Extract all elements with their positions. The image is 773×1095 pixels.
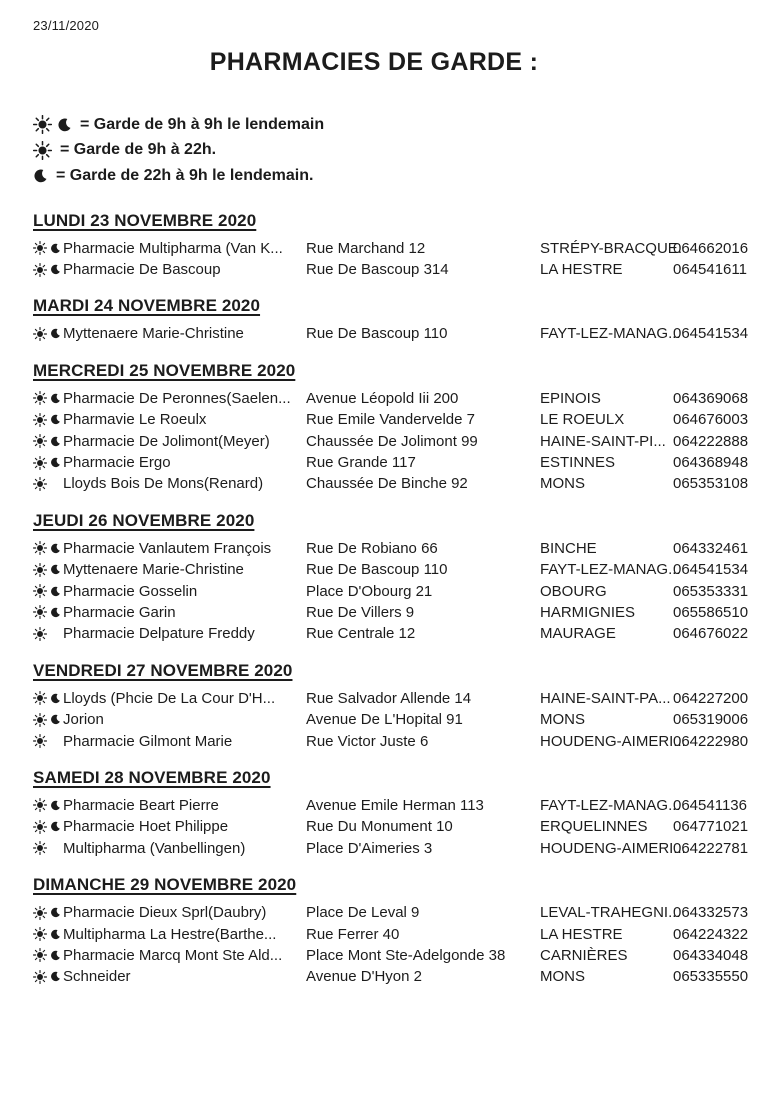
pharmacy-city: LE ROEULX (540, 411, 625, 429)
legend-label: = Garde de 22h à 9h le lendemain. (56, 166, 314, 184)
pharmacy-phone: 064676022 (673, 625, 749, 643)
sun-icon (33, 141, 52, 160)
pharmacy-address: Avenue Emile Herman 113 (306, 796, 484, 814)
pharmacy-address: Rue De Bascoup 110 (306, 561, 448, 579)
pharmacy-address: Rue Centrale 12 (306, 625, 416, 643)
moon-icon (50, 242, 61, 255)
moon-icon (50, 542, 61, 555)
guard-icons (33, 820, 63, 834)
legend-row (33, 163, 745, 189)
sun-icon (33, 627, 47, 641)
legend (33, 112, 745, 189)
guard-icons (33, 263, 63, 277)
pharmacy-phone: 065353331 (673, 582, 749, 600)
guard-icons (33, 391, 63, 405)
pharmacy-row (33, 816, 749, 837)
pharmacy-address: Rue De Robiano 66 (306, 539, 438, 557)
sun-icon (33, 734, 47, 748)
guard-icons (33, 327, 63, 341)
guard-icons (33, 584, 63, 598)
pharmacy-row (33, 902, 749, 923)
sun-icon (33, 584, 47, 598)
guard-icons (33, 841, 63, 855)
legend-icons (33, 115, 72, 134)
pharmacy-row (33, 559, 749, 580)
pharmacy-address: Rue Grande 117 (306, 454, 416, 472)
pharmacy-phone: 064676003 (673, 411, 749, 429)
sections-container (33, 210, 749, 988)
pharmacy-city: HAINE-SAINT-PI... (540, 432, 666, 450)
day-header: MARDI 24 NOVEMBRE 2020 (33, 296, 261, 316)
sun-icon (33, 906, 47, 920)
moon-icon (50, 799, 61, 812)
pharmacy-phone: 065586510 (673, 603, 749, 621)
pharmacy-row (33, 945, 749, 966)
day-section (33, 767, 749, 859)
day-header: MERCREDI 25 NOVEMBRE 2020 (33, 360, 296, 380)
pharmacy-city: LA HESTRE (540, 925, 623, 943)
pharmacy-city: FAYT-LEZ-MANAG... (540, 325, 681, 343)
pharmacy-row (33, 430, 749, 451)
day-rows (33, 323, 749, 344)
pharmacy-city: ESTINNES (540, 454, 616, 472)
guard-icons (33, 734, 63, 748)
pharmacy-name: Pharmacie Multipharma (Van K... (63, 239, 283, 257)
sun-icon (33, 477, 47, 491)
day-rows (33, 688, 749, 752)
pharmacy-row (33, 259, 745, 280)
guard-icons (33, 798, 63, 812)
day-rows (33, 795, 749, 859)
sun-icon (33, 327, 47, 341)
pharmacy-city: ERQUELINNES (540, 818, 648, 836)
moon-icon (33, 168, 48, 184)
moon-icon (57, 117, 72, 133)
day-header: DIMANCHE 29 NOVEMBRE 2020 (33, 874, 297, 894)
pharmacy-city: OBOURG (540, 582, 607, 600)
sun-icon (33, 713, 47, 727)
guard-icons (33, 948, 63, 962)
pharmacy-address: Rue Emile Vandervelde 7 (306, 411, 475, 429)
pharmacy-address: Rue Victor Juste 6 (306, 732, 429, 750)
sun-icon (33, 563, 47, 577)
guard-icons (33, 627, 63, 641)
day-header: VENDREDI 27 NOVEMBRE 2020 (33, 660, 293, 680)
pharmacy-phone: 064662016 (673, 239, 749, 257)
pharmacy-address: Rue Ferrer 40 (306, 925, 400, 943)
guard-icons (33, 434, 63, 448)
pharmacy-address: Avenue De L'Hopital 91 (306, 711, 463, 729)
guard-icons (33, 927, 63, 941)
moon-icon (50, 585, 61, 598)
moon-icon (50, 435, 61, 448)
sun-icon (33, 541, 47, 555)
pharmacy-row (33, 538, 749, 559)
guard-icons (33, 713, 63, 727)
moon-icon (50, 413, 61, 426)
sun-icon (33, 115, 52, 134)
pharmacy-address: Chaussée De Binche 92 (306, 475, 468, 493)
guard-icons (33, 906, 63, 920)
legend-icons (33, 168, 48, 184)
sun-icon (33, 927, 47, 941)
pharmacy-phone: 064222980 (673, 732, 749, 750)
sun-icon (33, 434, 47, 448)
pharmacy-city: HAINE-SAINT-PA... (540, 689, 671, 707)
guard-icons (33, 413, 63, 427)
pharmacy-address: Place D'Aimeries 3 (306, 839, 433, 857)
pharmacy-address: Rue Marchand 12 (306, 239, 426, 257)
pharmacy-city: FAYT-LEZ-MANAG... (540, 796, 681, 814)
pharmacy-address: Chaussée De Jolimont 99 (306, 432, 478, 450)
day-header: JEUDI 26 NOVEMBRE 2020 (33, 510, 255, 530)
moon-icon (50, 820, 61, 833)
day-section (33, 296, 749, 344)
pharmacy-row (33, 623, 749, 644)
pharmacy-name: Pharmacie Beart Pierre (63, 796, 219, 814)
pharmacy-phone: 064771021 (673, 818, 749, 836)
sun-icon (33, 820, 47, 834)
sun-icon (33, 263, 47, 277)
guard-icons (33, 691, 63, 705)
moon-icon (50, 327, 61, 340)
pharmacy-name: Lloyds (Phcie De La Cour D'H... (63, 689, 276, 707)
guard-icons (33, 241, 63, 255)
pharmacy-name: Myttenaere Marie-Christine (63, 325, 244, 343)
pharmacy-address: Rue De Bascoup 314 (306, 261, 449, 279)
pharmacy-name: Schneider (63, 968, 131, 986)
pharmacy-phone: 064227200 (673, 689, 749, 707)
guard-icons (33, 563, 63, 577)
pharmacy-city: CARNIÈRES (540, 946, 628, 964)
pharmacy-row (33, 238, 749, 259)
pharmacy-name: Myttenaere Marie-Christine (63, 561, 244, 579)
sun-icon (33, 691, 47, 705)
pharmacy-name: Pharmacie De Bascoup (63, 261, 221, 279)
pharmacy-phone: 064541136 (673, 796, 747, 814)
moon-icon (50, 928, 61, 941)
day-rows (33, 238, 749, 281)
day-section (33, 660, 749, 752)
pharmacy-row (33, 688, 749, 709)
pharmacy-address: Place D'Obourg 21 (306, 582, 433, 600)
day-header: SAMEDI 28 NOVEMBRE 2020 (33, 767, 271, 787)
pharmacy-address: Rue De Bascoup 110 (306, 325, 448, 343)
pharmacy-address: Avenue D'Hyon 2 (306, 968, 422, 986)
pharmacy-row (33, 602, 749, 623)
pharmacy-address: Rue De Villers 9 (306, 603, 415, 621)
sun-icon (33, 798, 47, 812)
day-rows (33, 902, 749, 988)
pharmacy-phone: 064541611 (673, 261, 747, 279)
pharmacy-row (33, 838, 749, 859)
sun-icon (33, 970, 47, 984)
pharmacy-name: Pharmacie Gosselin (63, 582, 198, 600)
sun-icon (33, 841, 47, 855)
sun-icon (33, 241, 47, 255)
pharmacy-row (33, 473, 749, 494)
pharmacy-city: MONS (540, 711, 585, 729)
pharmacy-name: Pharmavie Le Roeulx (63, 411, 207, 429)
pharmacy-row (33, 580, 749, 601)
legend-icons (33, 141, 52, 160)
sun-icon (33, 605, 47, 619)
moon-icon (50, 456, 61, 469)
moon-icon (50, 563, 61, 576)
pharmacy-row (33, 388, 749, 409)
legend-row (33, 138, 745, 164)
pharmacy-name: Multipharma La Hestre(Barthe... (63, 925, 277, 943)
moon-icon (50, 713, 61, 726)
pharmacy-name: Lloyds Bois De Mons(Renard) (63, 475, 264, 493)
pharmacy-name: Pharmacie Hoet Philippe (63, 818, 229, 836)
pharmacy-phone: 064332461 (673, 539, 749, 557)
pharmacy-address: Rue Du Monument 10 (306, 818, 453, 836)
pharmacy-row (33, 709, 749, 730)
pharmacy-name: Pharmacie De Peronnes(Saelen... (63, 389, 291, 407)
pharmacy-address: Avenue Léopold Iii 200 (306, 389, 459, 407)
pharmacy-city: LEVAL-TRAHEGNI... (540, 904, 681, 922)
pharmacy-row (33, 452, 749, 473)
pharmacy-city: FAYT-LEZ-MANAG... (540, 561, 681, 579)
pharmacy-phone: 065319006 (673, 711, 749, 729)
pharmacy-city: HOUDENG-AIMERI... (540, 839, 686, 857)
pharmacy-city: MONS (540, 968, 585, 986)
guard-icons (33, 970, 63, 984)
pharmacy-row (33, 966, 749, 987)
pharmacy-address: Rue Salvador Allende 14 (306, 689, 472, 707)
legend-label: = Garde de 9h à 22h. (60, 141, 217, 159)
legend-row (33, 112, 745, 138)
day-header: LUNDI 23 NOVEMBRE 2020 (33, 210, 257, 230)
pharmacy-phone: 064369068 (673, 389, 749, 407)
pharmacy-name: Pharmacie Marcq Mont Ste Ald... (63, 946, 283, 964)
pharmacy-name: Pharmacie Delpature Freddy (63, 625, 255, 643)
day-section (33, 210, 749, 281)
moon-icon (50, 906, 61, 919)
day-section (33, 874, 749, 988)
pharmacy-row (33, 409, 749, 430)
pharmacy-name: Pharmacie Vanlautem François (63, 539, 272, 557)
pharmacy-address: Place Mont Ste-Adelgonde 38 (306, 946, 506, 964)
day-rows (33, 538, 749, 645)
pharmacy-name: Pharmacie Ergo (63, 454, 171, 472)
pharmacy-phone: 064222781 (673, 839, 749, 857)
pharmacy-phone: 064334048 (673, 946, 749, 964)
guard-icons (33, 605, 63, 619)
pharmacy-row (33, 923, 749, 944)
pharmacy-name: Multipharma (Vanbellingen) (63, 839, 246, 857)
pharmacy-name: Pharmacie De Jolimont(Meyer) (63, 432, 270, 450)
pharmacy-name: Pharmacie Dieux Sprl(Daubry) (63, 904, 267, 922)
pharmacy-row (33, 323, 749, 344)
sun-icon (33, 391, 47, 405)
pharmacy-city: HOUDENG-AIMERI... (540, 732, 686, 750)
date-stamp: 23/11/2020 (33, 18, 100, 33)
guard-icons (33, 456, 63, 470)
moon-icon (50, 263, 61, 276)
pharmacy-phone: 064222888 (673, 432, 749, 450)
moon-icon (50, 970, 61, 983)
pharmacy-city: LA HESTRE (540, 261, 623, 279)
pharmacy-phone: 064368948 (673, 454, 749, 472)
guard-icons (33, 477, 63, 491)
pharmacy-phone: 064541534 (673, 561, 749, 579)
pharmacy-city: EPINOIS (540, 389, 601, 407)
moon-icon (50, 949, 61, 962)
pharmacy-row (33, 795, 745, 816)
pharmacy-city: MAURAGE (540, 625, 616, 643)
pharmacy-phone: 064224322 (673, 925, 749, 943)
legend-label: = Garde de 9h à 9h le lendemain (80, 115, 325, 133)
pharmacy-phone: 065353108 (673, 475, 749, 493)
moon-icon (50, 606, 61, 619)
day-rows (33, 388, 749, 495)
day-section (33, 360, 749, 495)
pharmacy-city: STRÉPY-BRACQUE. (540, 239, 682, 257)
pharmacy-row (33, 730, 749, 751)
pharmacy-address: Place De Leval 9 (306, 904, 420, 922)
pharmacy-name: Jorion (63, 711, 104, 729)
pharmacy-phone: 065335550 (673, 968, 749, 986)
moon-icon (50, 392, 61, 405)
guard-icons (33, 541, 63, 555)
pharmacy-phone: 064541534 (673, 325, 749, 343)
page-title: PHARMACIES DE GARDE : (209, 48, 539, 76)
pharmacy-city: HARMIGNIES (540, 603, 636, 621)
moon-icon (50, 692, 61, 705)
pharmacy-city: MONS (540, 475, 585, 493)
day-section (33, 510, 749, 645)
sun-icon (33, 456, 47, 470)
sun-icon (33, 413, 47, 427)
pharmacy-name: Pharmacie Garin (63, 603, 176, 621)
sun-icon (33, 948, 47, 962)
pharmacy-phone: 064332573 (673, 904, 749, 922)
pharmacy-city: BINCHE (540, 539, 597, 557)
pharmacy-name: Pharmacie Gilmont Marie (63, 732, 233, 750)
